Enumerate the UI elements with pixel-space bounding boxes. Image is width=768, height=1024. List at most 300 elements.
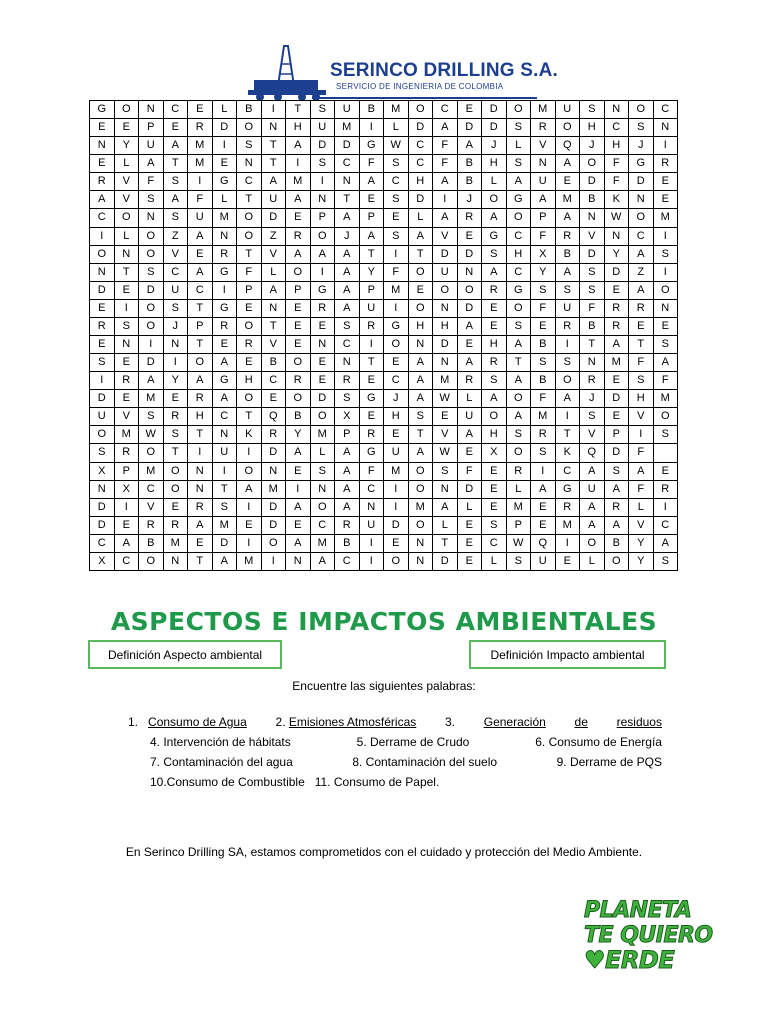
grid-cell: X <box>335 408 360 426</box>
grid-cell: S <box>580 408 605 426</box>
grid-cell: S <box>629 372 654 390</box>
grid-cell: H <box>433 318 458 336</box>
grid-cell: F <box>531 390 556 408</box>
grid-cell: U <box>213 444 238 462</box>
grid-cell: I <box>237 535 262 553</box>
grid-cell: M <box>384 463 409 481</box>
grid-cell: M <box>335 119 360 137</box>
grid-cell: N <box>188 481 213 499</box>
grid-cell: M <box>237 553 262 571</box>
grid-cell: U <box>360 517 385 535</box>
grid-cell: V <box>262 246 287 264</box>
grid-cell: N <box>531 155 556 173</box>
grid-cell: O <box>507 390 532 408</box>
grid-cell: I <box>237 499 262 517</box>
grid-cell: A <box>629 246 654 264</box>
grid-cell: I <box>629 426 654 444</box>
grid-cell: O <box>409 300 434 318</box>
grid-cell: E <box>531 517 556 535</box>
word-number: 1. <box>128 715 139 729</box>
grid-cell: L <box>262 264 287 282</box>
grid-cell: U <box>531 553 556 571</box>
word-item: 8. Contaminación del suelo <box>352 755 498 769</box>
grid-cell: O <box>507 209 532 227</box>
grid-cell: F <box>629 444 654 462</box>
grid-cell: O <box>164 463 189 481</box>
grid-cell: N <box>629 191 654 209</box>
grid-cell: O <box>90 426 115 444</box>
grid-cell: U <box>580 481 605 499</box>
grid-cell: R <box>139 517 164 535</box>
grid-cell: Y <box>629 553 654 571</box>
grid-cell: G <box>360 444 385 462</box>
grid-cell: D <box>629 173 654 191</box>
grid-cell: L <box>507 137 532 155</box>
grid-cell: S <box>311 463 336 481</box>
grid-cell: U <box>262 191 287 209</box>
grid-cell: A <box>188 264 213 282</box>
grid-cell: F <box>629 481 654 499</box>
grid-cell: L <box>482 553 507 571</box>
grid-cell: N <box>262 463 287 481</box>
grid-cell: T <box>164 444 189 462</box>
grid-cell: N <box>605 101 630 119</box>
grid-cell: C <box>311 517 336 535</box>
grid-cell: E <box>188 535 213 553</box>
grid-cell: V <box>115 408 140 426</box>
grid-cell: H <box>482 426 507 444</box>
grid-cell: M <box>188 155 213 173</box>
grid-cell: A <box>188 517 213 535</box>
grid-cell: M <box>213 209 238 227</box>
grid-cell: R <box>556 499 581 517</box>
grid-cell: I <box>286 481 311 499</box>
grid-cell: S <box>605 463 630 481</box>
grid-cell: N <box>286 553 311 571</box>
grid-cell: H <box>237 372 262 390</box>
grid-cell: D <box>213 119 238 137</box>
grid-cell: Y <box>531 264 556 282</box>
grid-cell: A <box>482 264 507 282</box>
logo-line <box>584 948 714 973</box>
grid-cell: N <box>90 264 115 282</box>
grid-cell: I <box>654 228 679 246</box>
grid-cell: O <box>237 390 262 408</box>
grid-cell: E <box>262 390 287 408</box>
company-name: SERINCO DRILLING S.A. <box>330 60 558 81</box>
grid-cell: V <box>580 426 605 444</box>
grid-cell: T <box>262 137 287 155</box>
word-item: 10.Consumo de Combustible <box>150 775 305 789</box>
grid-cell: S <box>409 408 434 426</box>
grid-cell: O <box>237 209 262 227</box>
grid-cell: R <box>213 318 238 336</box>
grid-cell: E <box>458 535 483 553</box>
grid-cell: A <box>360 173 385 191</box>
grid-cell: E <box>384 535 409 553</box>
grid-cell: A <box>286 535 311 553</box>
grid-cell: S <box>311 155 336 173</box>
grid-cell: O <box>409 101 434 119</box>
grid-cell: O <box>188 354 213 372</box>
grid-cell: T <box>237 246 262 264</box>
word-list-line <box>128 772 662 792</box>
grid-cell: C <box>433 101 458 119</box>
word-text: Emisiones Atmosféricas <box>288 715 417 729</box>
grid-cell: O <box>237 119 262 137</box>
grid-cell: D <box>90 282 115 300</box>
grid-cell: F <box>605 173 630 191</box>
grid-cell: I <box>384 499 409 517</box>
grid-cell: S <box>654 426 679 444</box>
grid-cell: A <box>507 408 532 426</box>
grid-cell: F <box>139 173 164 191</box>
grid-cell: L <box>507 481 532 499</box>
grid-cell: D <box>580 173 605 191</box>
grid-cell: O <box>237 463 262 481</box>
grid-cell: G <box>90 101 115 119</box>
grid-cell: F <box>654 372 679 390</box>
grid-cell: E <box>458 517 483 535</box>
grid-cell: N <box>654 300 679 318</box>
grid-cell: A <box>286 191 311 209</box>
grid-cell: A <box>556 390 581 408</box>
grid-cell: I <box>139 336 164 354</box>
grid-cell: S <box>164 426 189 444</box>
grid-cell: N <box>409 535 434 553</box>
grid-cell: E <box>115 282 140 300</box>
grid-cell: E <box>654 463 679 481</box>
grid-cell: U <box>458 408 483 426</box>
grid-cell: N <box>335 173 360 191</box>
word-number: 3. <box>445 715 456 729</box>
grid-cell: L <box>482 173 507 191</box>
grid-cell: E <box>164 119 189 137</box>
grid-cell: I <box>188 444 213 462</box>
grid-cell: C <box>360 481 385 499</box>
grid-cell: A <box>605 481 630 499</box>
grid-cell: Q <box>556 137 581 155</box>
grid-cell: S <box>556 354 581 372</box>
grid-cell: P <box>188 318 213 336</box>
grid-cell: T <box>286 101 311 119</box>
grid-cell: F <box>237 264 262 282</box>
grid-cell: G <box>360 390 385 408</box>
grid-cell: D <box>139 354 164 372</box>
grid-cell: I <box>654 137 679 155</box>
grid-cell: A <box>335 209 360 227</box>
grid-cell: C <box>213 408 238 426</box>
grid-cell: W <box>605 209 630 227</box>
grid-cell: E <box>164 390 189 408</box>
grid-cell: A <box>262 282 287 300</box>
grid-cell: D <box>458 481 483 499</box>
grid-cell: G <box>556 481 581 499</box>
grid-cell: K <box>556 444 581 462</box>
grid-cell: I <box>433 191 458 209</box>
grid-cell: Q <box>262 408 287 426</box>
grid-cell: A <box>458 318 483 336</box>
grid-cell: A <box>360 228 385 246</box>
grid-cell: M <box>139 390 164 408</box>
grid-cell: X <box>482 444 507 462</box>
grid-cell: U <box>90 408 115 426</box>
grid-cell: C <box>654 517 679 535</box>
grid-cell: H <box>580 119 605 137</box>
grid-cell: I <box>262 101 287 119</box>
grid-cell: M <box>531 101 556 119</box>
grid-cell: N <box>164 336 189 354</box>
word-item: 4. Intervención de hábitats <box>150 735 291 749</box>
grid-cell: Y <box>605 246 630 264</box>
grid-cell: E <box>458 101 483 119</box>
grid-cell: E <box>237 517 262 535</box>
grid-cell: I <box>115 499 140 517</box>
grid-cell: T <box>409 246 434 264</box>
grid-cell: R <box>188 499 213 517</box>
grid-cell: I <box>188 173 213 191</box>
grid-cell: A <box>409 228 434 246</box>
grid-cell: E <box>384 354 409 372</box>
grid-cell: R <box>360 426 385 444</box>
grid-cell: E <box>115 517 140 535</box>
grid-cell: G <box>507 191 532 209</box>
grid-cell: H <box>629 390 654 408</box>
grid-cell: U <box>164 282 189 300</box>
grid-cell: L <box>629 499 654 517</box>
grid-cell: Z <box>629 264 654 282</box>
grid-cell: C <box>409 155 434 173</box>
grid-cell: D <box>262 517 287 535</box>
grid-cell: I <box>654 499 679 517</box>
grid-cell: C <box>237 173 262 191</box>
grid-cell: P <box>605 426 630 444</box>
word-item <box>276 715 417 729</box>
grid-cell: A <box>458 426 483 444</box>
grid-cell: M <box>654 209 679 227</box>
grid-cell: N <box>605 228 630 246</box>
grid-cell: R <box>213 246 238 264</box>
grid-cell: L <box>213 101 238 119</box>
grid-cell: I <box>286 155 311 173</box>
grid-cell: O <box>507 444 532 462</box>
grid-cell: T <box>409 426 434 444</box>
grid-cell: O <box>384 336 409 354</box>
word-item: 6. Consumo de Energía <box>535 735 662 749</box>
grid-cell: A <box>458 137 483 155</box>
grid-cell: W <box>507 535 532 553</box>
grid-cell: H <box>482 336 507 354</box>
grid-cell: C <box>262 372 287 390</box>
grid-cell: E <box>482 300 507 318</box>
grid-cell: C <box>507 264 532 282</box>
word-list <box>128 712 662 792</box>
grid-cell: O <box>654 408 679 426</box>
grid-cell: R <box>556 318 581 336</box>
grid-cell: I <box>556 336 581 354</box>
grid-cell: W <box>384 137 409 155</box>
grid-cell: I <box>262 553 287 571</box>
grid-cell: F <box>360 155 385 173</box>
grid-cell: D <box>482 119 507 137</box>
grid-cell: O <box>237 228 262 246</box>
grid-cell: U <box>556 101 581 119</box>
grid-cell: O <box>458 282 483 300</box>
grid-cell: O <box>262 535 287 553</box>
grid-cell: G <box>213 372 238 390</box>
grid-cell: L <box>458 499 483 517</box>
grid-cell: E <box>458 228 483 246</box>
grid-cell: E <box>654 173 679 191</box>
grid-cell: F <box>384 264 409 282</box>
grid-cell: G <box>213 173 238 191</box>
grid-cell: R <box>605 318 630 336</box>
grid-cell: Q <box>531 535 556 553</box>
grid-cell: A <box>409 390 434 408</box>
grid-cell: N <box>311 481 336 499</box>
grid-cell: E <box>360 408 385 426</box>
grid-cell: F <box>433 155 458 173</box>
grid-cell: D <box>433 336 458 354</box>
grid-cell: P <box>360 282 385 300</box>
grid-cell: F <box>605 155 630 173</box>
word-number: 2. <box>275 715 286 729</box>
grid-cell: R <box>580 372 605 390</box>
grid-cell: R <box>115 372 140 390</box>
grid-cell: D <box>90 517 115 535</box>
grid-cell: N <box>213 228 238 246</box>
grid-cell: E <box>629 318 654 336</box>
grid-cell: D <box>433 246 458 264</box>
grid-cell: R <box>286 228 311 246</box>
grid-cell: S <box>90 354 115 372</box>
grid-cell: S <box>433 463 458 481</box>
grid-cell: A <box>164 191 189 209</box>
grid-cell: R <box>286 372 311 390</box>
grid-cell: C <box>164 101 189 119</box>
grid-cell: P <box>115 463 140 481</box>
grid-cell: F <box>531 300 556 318</box>
grid-cell: E <box>556 553 581 571</box>
grid-cell: N <box>311 336 336 354</box>
grid-cell: R <box>507 463 532 481</box>
grid-cell: G <box>629 155 654 173</box>
grid-cell: B <box>262 354 287 372</box>
word-list-line <box>128 752 662 772</box>
grid-cell: R <box>605 300 630 318</box>
grid-cell: A <box>311 553 336 571</box>
grid-cell: E <box>115 354 140 372</box>
grid-cell: S <box>531 354 556 372</box>
grid-cell: I <box>556 535 581 553</box>
grid-cell: M <box>139 463 164 481</box>
grid-cell: N <box>580 354 605 372</box>
grid-cell: L <box>409 209 434 227</box>
grid-cell: R <box>654 155 679 173</box>
heart-icon: ♥ <box>584 946 606 974</box>
grid-cell: R <box>556 228 581 246</box>
grid-cell: D <box>139 282 164 300</box>
grid-cell: N <box>433 354 458 372</box>
grid-cell: S <box>507 426 532 444</box>
grid-cell: E <box>115 119 140 137</box>
grid-cell: E <box>482 481 507 499</box>
grid-cell: I <box>90 228 115 246</box>
grid-cell: N <box>188 463 213 481</box>
grid-cell: E <box>164 499 189 517</box>
grid-cell: D <box>262 444 287 462</box>
grid-cell: A <box>531 481 556 499</box>
grid-cell: A <box>507 336 532 354</box>
grid-cell: U <box>531 173 556 191</box>
grid-cell: I <box>654 264 679 282</box>
grid-cell: L <box>580 553 605 571</box>
grid-cell: R <box>311 300 336 318</box>
grid-cell: V <box>433 228 458 246</box>
grid-cell: E <box>458 336 483 354</box>
grid-cell: O <box>237 318 262 336</box>
grid-cell: C <box>164 264 189 282</box>
grid-cell: J <box>384 390 409 408</box>
grid-cell: H <box>409 173 434 191</box>
grid-cell: A <box>286 246 311 264</box>
grid-cell: A <box>556 155 581 173</box>
grid-cell: M <box>556 517 581 535</box>
grid-cell: P <box>507 517 532 535</box>
grid-cell: E <box>654 191 679 209</box>
grid-cell: I <box>384 300 409 318</box>
grid-cell: D <box>409 191 434 209</box>
grid-cell: P <box>531 209 556 227</box>
word-text: residuos <box>616 715 662 729</box>
grid-cell: E <box>605 408 630 426</box>
grid-cell: V <box>164 246 189 264</box>
grid-cell: I <box>311 173 336 191</box>
grid-cell: E <box>482 463 507 481</box>
grid-cell: A <box>213 354 238 372</box>
grid-cell: D <box>458 300 483 318</box>
grid-cell: A <box>531 191 556 209</box>
grid-cell: E <box>311 372 336 390</box>
grid-cell: H <box>482 155 507 173</box>
grid-cell: E <box>311 318 336 336</box>
grid-cell: A <box>605 517 630 535</box>
grid-cell: M <box>384 282 409 300</box>
grid-cell: E <box>188 246 213 264</box>
grid-cell: A <box>654 354 679 372</box>
grid-cell: E <box>237 354 262 372</box>
grid-cell: E <box>286 318 311 336</box>
grid-cell: A <box>286 444 311 462</box>
grid-cell: R <box>458 209 483 227</box>
grid-cell: C <box>90 535 115 553</box>
grid-cell: J <box>629 137 654 155</box>
grid-cell: N <box>262 119 287 137</box>
grid-cell: A <box>115 535 140 553</box>
grid-cell: A <box>335 481 360 499</box>
planeta-logo <box>584 898 714 980</box>
word-text: Generación <box>483 715 546 729</box>
grid-cell: V <box>580 228 605 246</box>
grid-cell: O <box>311 499 336 517</box>
grid-cell: A <box>433 173 458 191</box>
grid-cell: T <box>507 354 532 372</box>
grid-cell: E <box>384 209 409 227</box>
grid-cell: T <box>188 553 213 571</box>
grid-cell: R <box>605 499 630 517</box>
grid-cell: L <box>115 155 140 173</box>
grid-cell: Z <box>164 228 189 246</box>
